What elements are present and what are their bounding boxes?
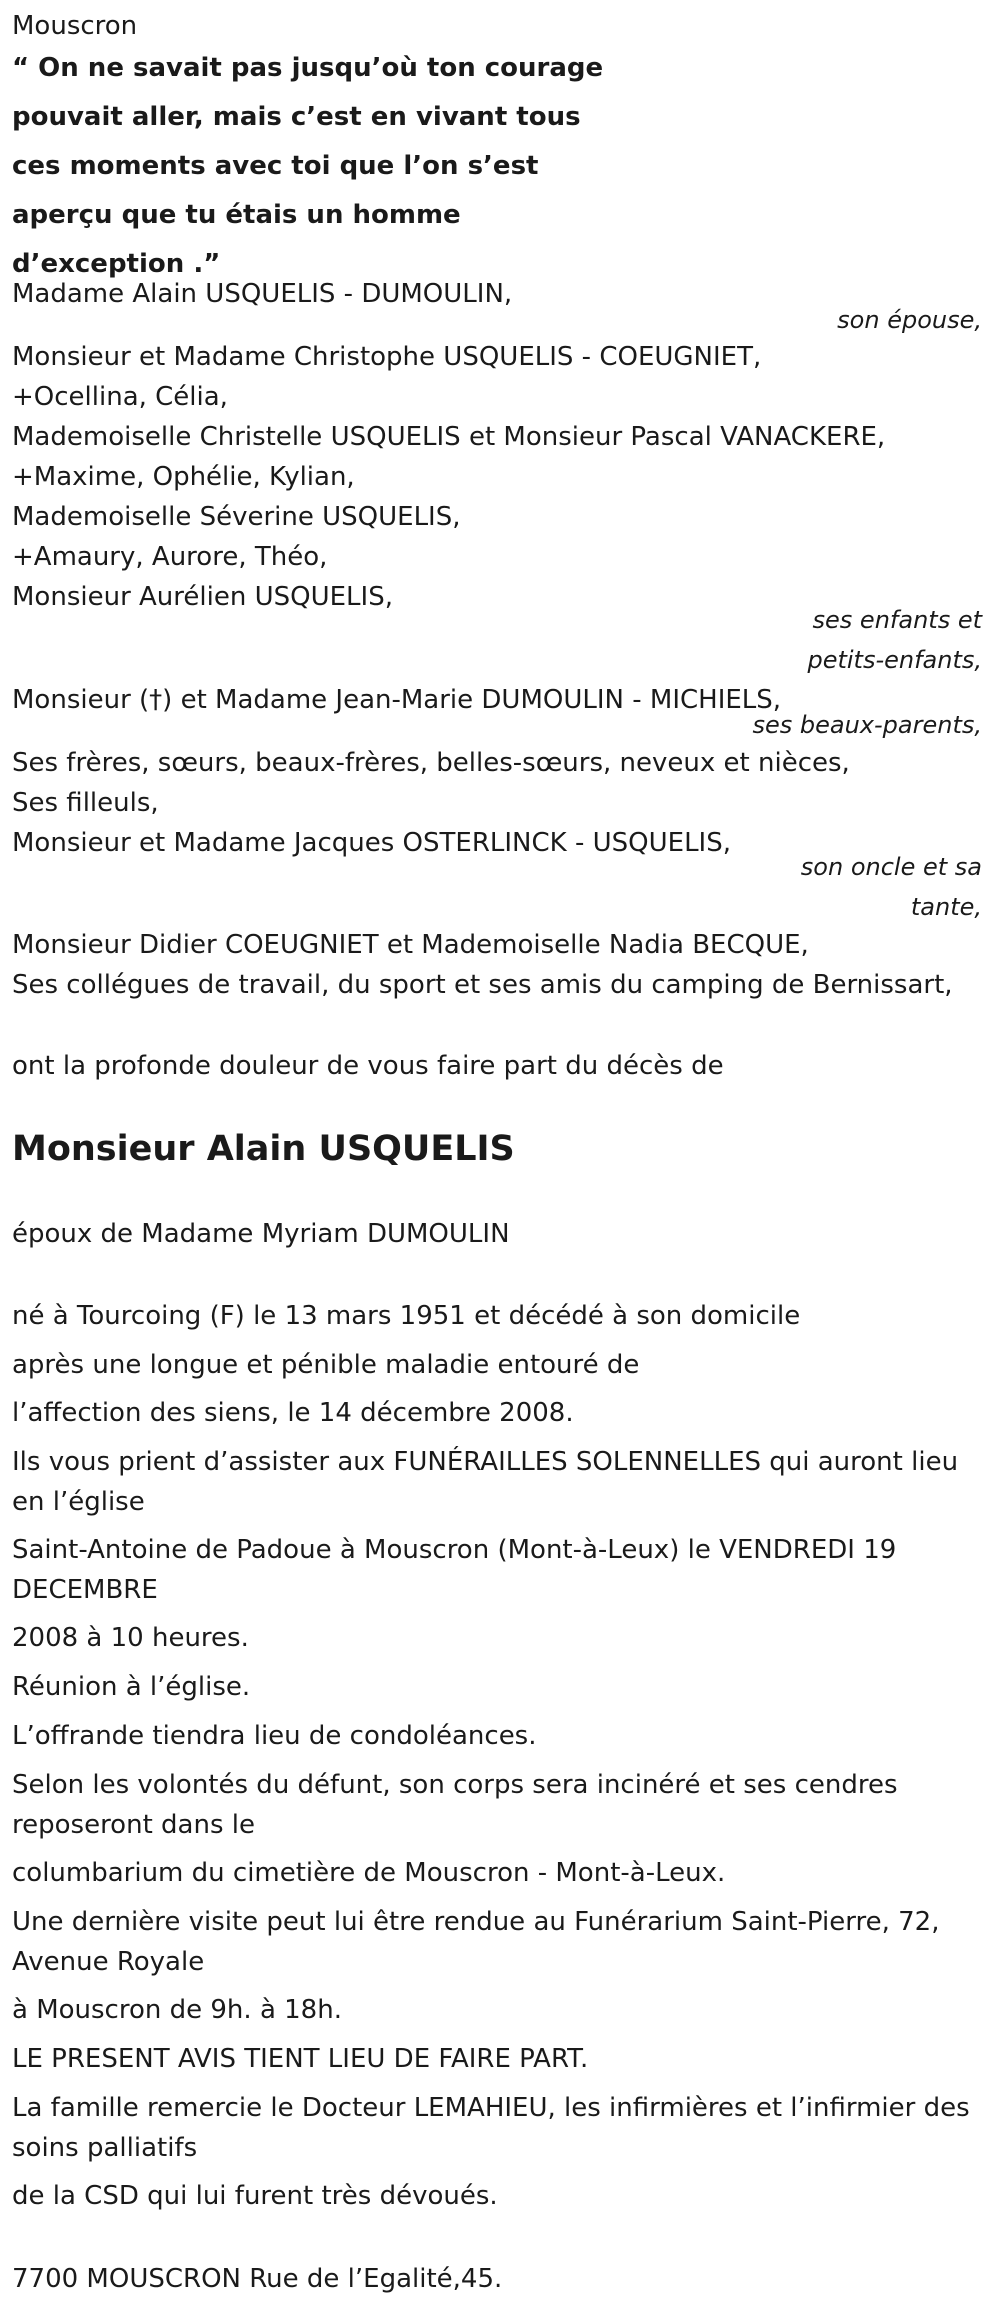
spouse-role: son épouse, xyxy=(837,306,982,334)
uncle-aunt-role: son oncle et sa xyxy=(800,853,982,881)
detail-line: à Mouscron de 9h. à 18h. xyxy=(12,1995,342,2025)
child-line: +Amaury, Aurore, Théo, xyxy=(12,542,328,572)
uncle-aunt-role: tante, xyxy=(910,893,982,921)
detail-line: Une dernière visite peut lui être rendue au Funérarium Saint-Pierre, 72, Avenue Royale xyxy=(12,1907,940,1977)
siblings-line: Ses frères, sœurs, beaux-frères, belles-sœurs, neveux et nièces, xyxy=(12,748,850,778)
child-line: Mademoiselle Séverine USQUELIS, xyxy=(12,502,461,532)
detail-line: L’offrande tiendra lieu de condoléances. xyxy=(12,1721,537,1751)
friends-line: Monsieur Didier COEUGNIET et Mademoiselle Nadia BECQUE, xyxy=(12,930,809,960)
detail-line: de la CSD qui lui furent très dévoués. xyxy=(12,2181,498,2211)
deceased-name: Monsieur Alain USQUELIS xyxy=(12,1129,515,1169)
parents-in-law-role: ses beaux-parents, xyxy=(752,711,982,739)
godchildren-line: Ses filleuls, xyxy=(12,788,159,818)
child-line: Monsieur Aurélien USQUELIS, xyxy=(12,582,393,612)
spouse-of-line: époux de Madame Myriam DUMOULIN xyxy=(12,1219,510,1249)
detail-line: Ils vous prient d’assister aux FUNÉRAILLES SOLENNELLES qui auront lieu en l’église xyxy=(12,1447,959,1517)
detail-line: Réunion à l’église. xyxy=(12,1672,251,1702)
child-line: +Maxime, Ophélie, Kylian, xyxy=(12,462,355,492)
detail-line: Selon les volontés du défunt, son corps sera incinéré et ses cendres reposeront dans le xyxy=(12,1770,898,1840)
spouse-name: Madame Alain USQUELIS - DUMOULIN, xyxy=(12,279,513,309)
children-role: petits-enfants, xyxy=(807,646,982,674)
child-line: Mademoiselle Christelle USQUELIS et Monsieur Pascal VANACKERE, xyxy=(12,422,886,452)
detail-line: La famille remercie le Docteur LEMAHIEU, les infirmières et l’infirmier des soins palliatifs xyxy=(12,2093,970,2163)
uncle-aunt-line: Monsieur et Madame Jacques OSTERLINCK - USQUELIS, xyxy=(12,828,731,858)
detail-line: 2008 à 10 heures. xyxy=(12,1623,249,1653)
parents-in-law: Monsieur (†) et Madame Jean-Marie DUMOULIN - MICHIELS, xyxy=(12,685,782,715)
friends-line: Ses collégues de travail, du sport et ses amis du camping de Bernissart, xyxy=(12,970,953,1000)
address-line: 7700 MOUSCRON Rue de l’Egalité,45. xyxy=(12,2264,503,2294)
detail-line: LE PRESENT AVIS TIENT LIEU DE FAIRE PART. xyxy=(12,2044,589,2074)
detail-line: Saint-Antoine de Padoue à Mouscron (Mont-à-Leux) le VENDREDI 19 DECEMBRE xyxy=(12,1535,897,1605)
announcement-intro: ont la profonde douleur de vous faire part du décès de xyxy=(12,1051,724,1081)
memorial-quote: “ On ne savait pas jusqu’où ton courage pouvait aller, mais c’est en vivant tous ces moments avec toi que l’on s’est aperçu que tu étais un homme d’exception .” xyxy=(12,53,604,279)
children-role: ses enfants et xyxy=(812,606,982,634)
detail-line: columbarium du cimetière de Mouscron - Mont-à-Leux. xyxy=(12,1858,726,1888)
city-name: Mouscron xyxy=(12,11,138,41)
child-line: Monsieur et Madame Christophe USQUELIS - COEUGNIET, xyxy=(12,342,762,372)
detail-line: l’affection des siens, le 14 décembre 2008. xyxy=(12,1398,574,1428)
detail-line: après une longue et pénible maladie entouré de xyxy=(12,1350,640,1380)
detail-line: né à Tourcoing (F) le 13 mars 1951 et décédé à son domicile xyxy=(12,1301,801,1331)
child-line: +Ocellina, Célia, xyxy=(12,382,228,412)
